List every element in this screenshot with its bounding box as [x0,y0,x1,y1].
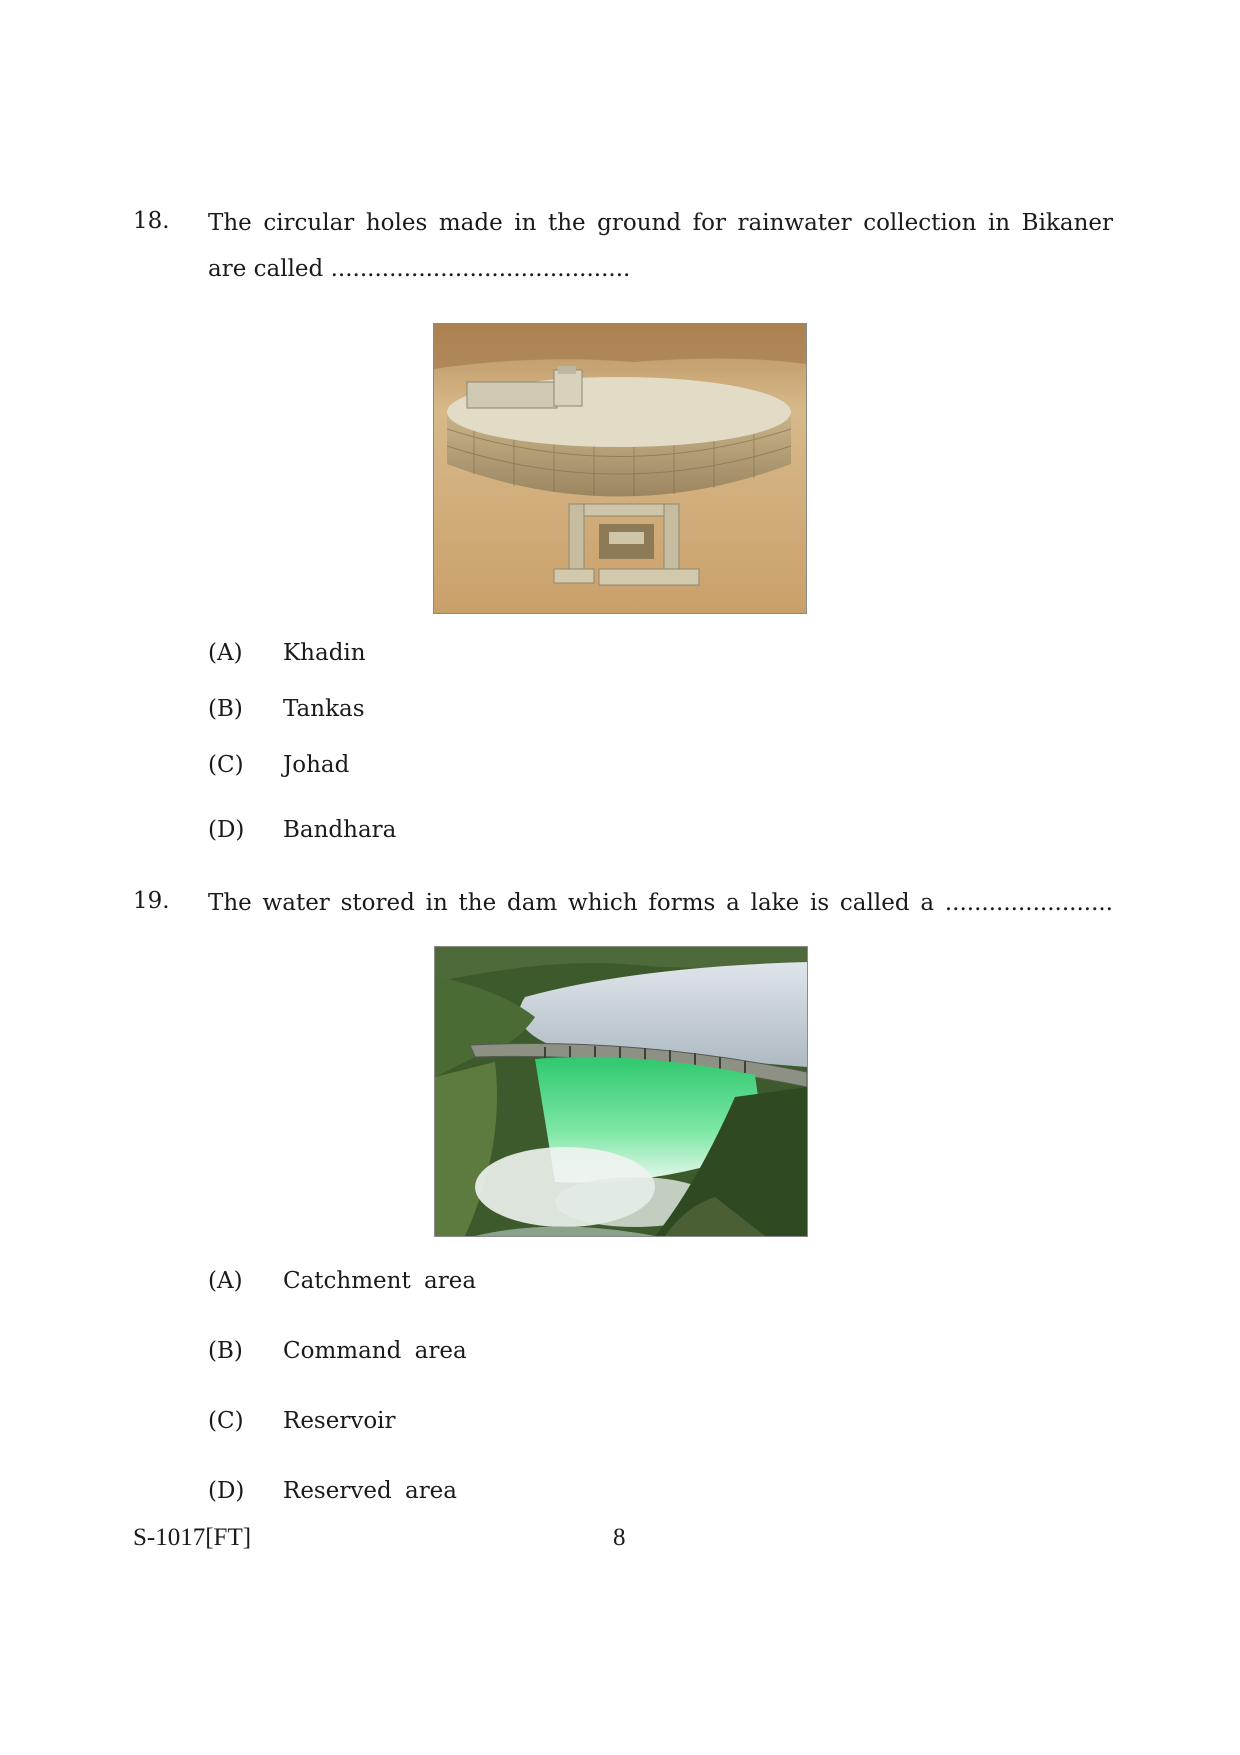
option-text: Johad [283,752,350,778]
option-d[interactable] [208,817,396,843]
option-text: Command area [283,1338,467,1364]
option-letter: (C) [208,752,244,778]
question-text [208,880,1113,926]
option-text: Catchment area [283,1268,477,1294]
question-number: 18. [133,208,170,234]
option-text: Tankas [283,696,365,722]
page-number: 8 [613,1524,626,1551]
option-letter: (B) [208,1338,243,1364]
option-text: Reserved area [283,1478,458,1504]
option-c[interactable] [208,752,349,778]
option-letter: (A) [208,640,243,666]
option-text: Bandhara [283,817,397,843]
paper-code: S-1017[FT] [133,1524,252,1551]
question-text-line-1: The water stored in the dam which forms a lake is called a ....................... [208,890,1113,916]
option-letter: (D) [208,817,245,843]
option-d[interactable] [208,1478,457,1504]
option-letter: (C) [208,1408,244,1434]
question-text [208,200,1113,292]
tanka-photo [433,323,807,614]
option-text: Khadin [283,640,366,666]
option-letter: (A) [208,1268,243,1294]
dam-photo [434,946,808,1237]
question-number: 19. [133,888,170,914]
option-text: Reservoir [283,1408,396,1434]
option-a[interactable] [208,640,366,666]
option-b[interactable] [208,1338,467,1364]
option-a[interactable] [208,1268,476,1294]
question-text-line-1: The circular holes made in the ground for rainwater collection in Bikaner [208,210,1113,236]
question-text-line-2: are called ......................................... [208,256,631,282]
option-letter: (D) [208,1478,245,1504]
option-c[interactable] [208,1408,396,1434]
option-letter: (B) [208,696,243,722]
option-b[interactable] [208,696,365,722]
